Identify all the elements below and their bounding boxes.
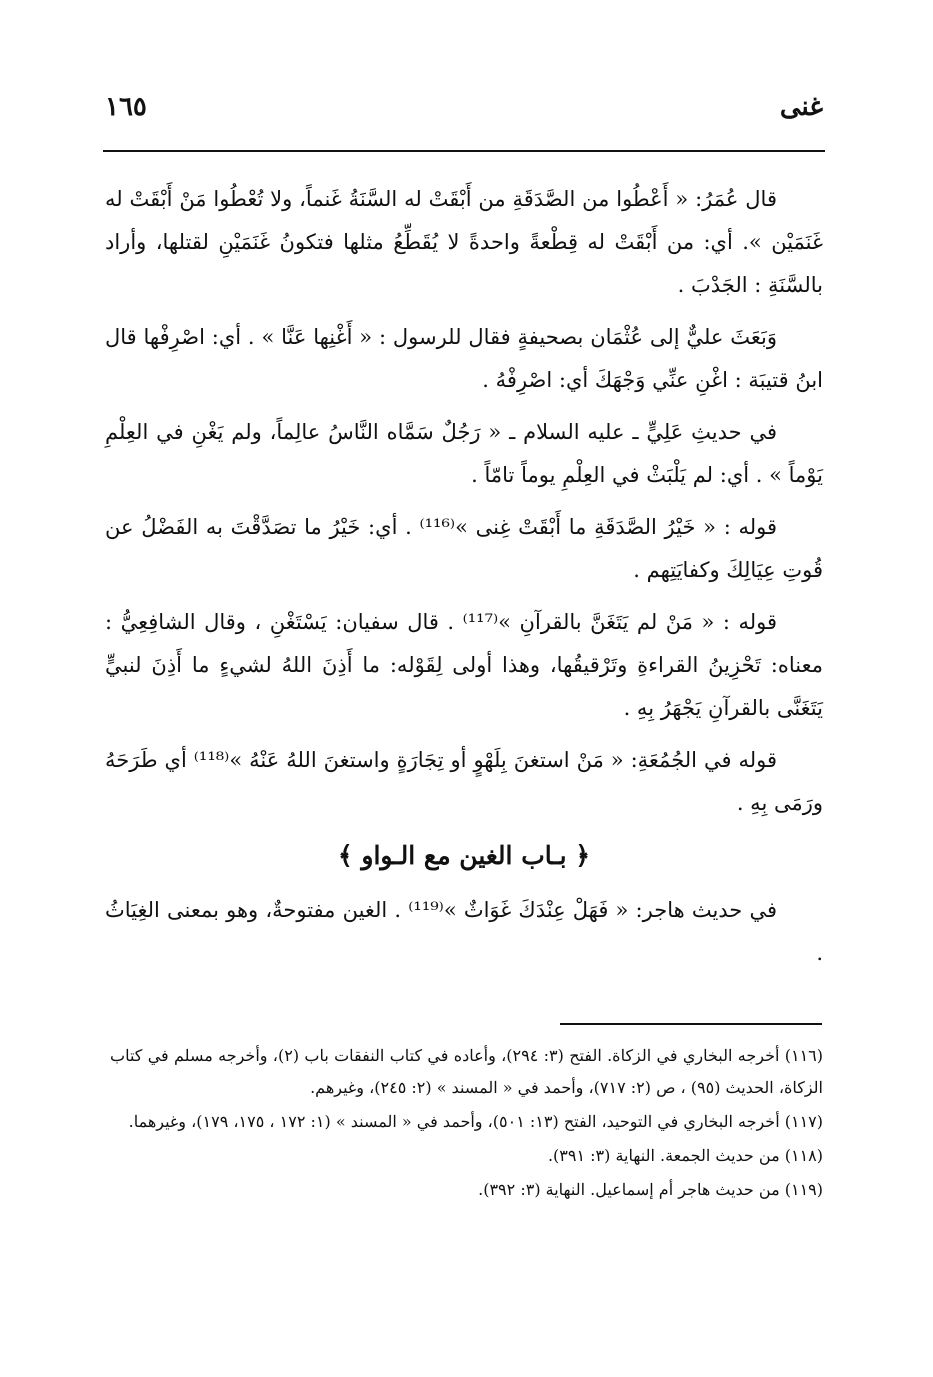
footnote: (١١٨) من حديث الجمعة. النهاية (٣: ٣٩١). [547,1146,823,1165]
paragraph: قال عُمَرُ: « أَعْطُوا من الصَّدَقَةِ من أَبْقَتْ له السَّنَةُ غَنماً، ولا تُعْطُوا مَنْ أَبْقَتْ له غَنَمَيْن ». أي: من أَبْقَتْ له قِطْعةً واحدةً لا يُقَطِّعُ مثلها فتكونُ غَنَمَيْنِ لقتلها، وأراد بالسَّنَةِ : الجَدْبَ . [105,187,823,297]
paragraph: قوله : « مَنْ لم يَتَغَنَّ بالقرآنِ »⁽¹¹⁷⁾ . قال سفيان: يَسْتَغْنِ ، وقال الشافِعِيُّ : معناه: تَحْزِينُ القراءةِ وتَرْقيقُها، وهذا أولى لِقَوْله: ما أَذِنَ اللهُ لشيءٍ ما أَذِنَ لنبيٍّ يَتَغَنَّى بالقرآنِ يَجْهَرُ بِهِ . [105,610,823,720]
paragraph: في حديثِ عَلِيٍّ ـ عليه السلام ـ « رَجُلٌ سَمَّاه النَّاسُ عالِماً، ولم يَغْنِ في العِلْمِ يَوْماً » . أي: لم يَلْبَثْ في العِلْمِ يوماً تامّاً . [105,420,823,487]
running-head [105,92,823,140]
paragraph: في حديث هاجر: « فَهَلْ عِنْدَكَ غَوَاثٌ »⁽¹¹⁹⁾ . الغين مفتوحةٌ، وهو بمعنى الغِيَاثُ . [105,898,823,965]
paragraph: وَبَعَثَ عليٌّ إلى عُثْمَان بصحيفةٍ فقال للرسول : « أَغْنِها عَنَّا » . أي: اصْرِفْها قال ابنُ قتيبَة : اغْنِ عنِّي وَجْهَكَ أي: اصْرِفْهُ . [105,325,823,392]
footnote: (١١٩) من حديث هاجر أم إسماعيل. النهاية (٣: ٣٩٢). [478,1180,823,1199]
header-rule [103,150,825,152]
footnote: (١١٦) أخرجه البخاري في الزكاة. الفتح (٣: ٢٩٤)، وأعاده في كتاب النفقات باب (٢)، وأخرجه مسلم في كتاب الزكاة، الحديث (٩٥) ، ص (٢: ٧١٧)، وأحمد في « المسند » (٢: ٢٤٥)، وغيرهم. [110,1046,823,1097]
head-word: غنى [779,92,823,122]
paragraph: قوله : « خَيْرُ الصَّدَقَةِ ما أَبْقَتْ غِنى »⁽¹¹⁶⁾ . أي: خَيْرُ ما تصَدَّقْتَ به الفَضْلُ عن قُوتِ عِيَالِكَ وكفايَتِهم . [105,515,823,582]
footnote: (١١٧) أخرجه البخاري في التوحيد، الفتح (١٣: ٥٠١)، وأحمد في « المسند » (١: ١٧٢ ، ١٧٥، ١٧٩)، وغيرهما. [128,1112,823,1131]
page-number: ١٦٥ [105,92,147,122]
paragraph: قوله في الجُمُعَةِ: « مَنْ استغنَ بِلَهْوٍ أو تِجَارَةٍ واستغنَ اللهُ عَنْهُ »⁽¹¹⁸⁾ أي طَرَحَهُ ورَمَى بِهِ . [105,748,823,815]
main-text [105,178,823,984]
section-title: ﴿ بـاب الغين مع الـواو ﴾ [338,841,590,870]
footnote-rule [560,1023,822,1025]
footnotes [110,1040,823,1208]
